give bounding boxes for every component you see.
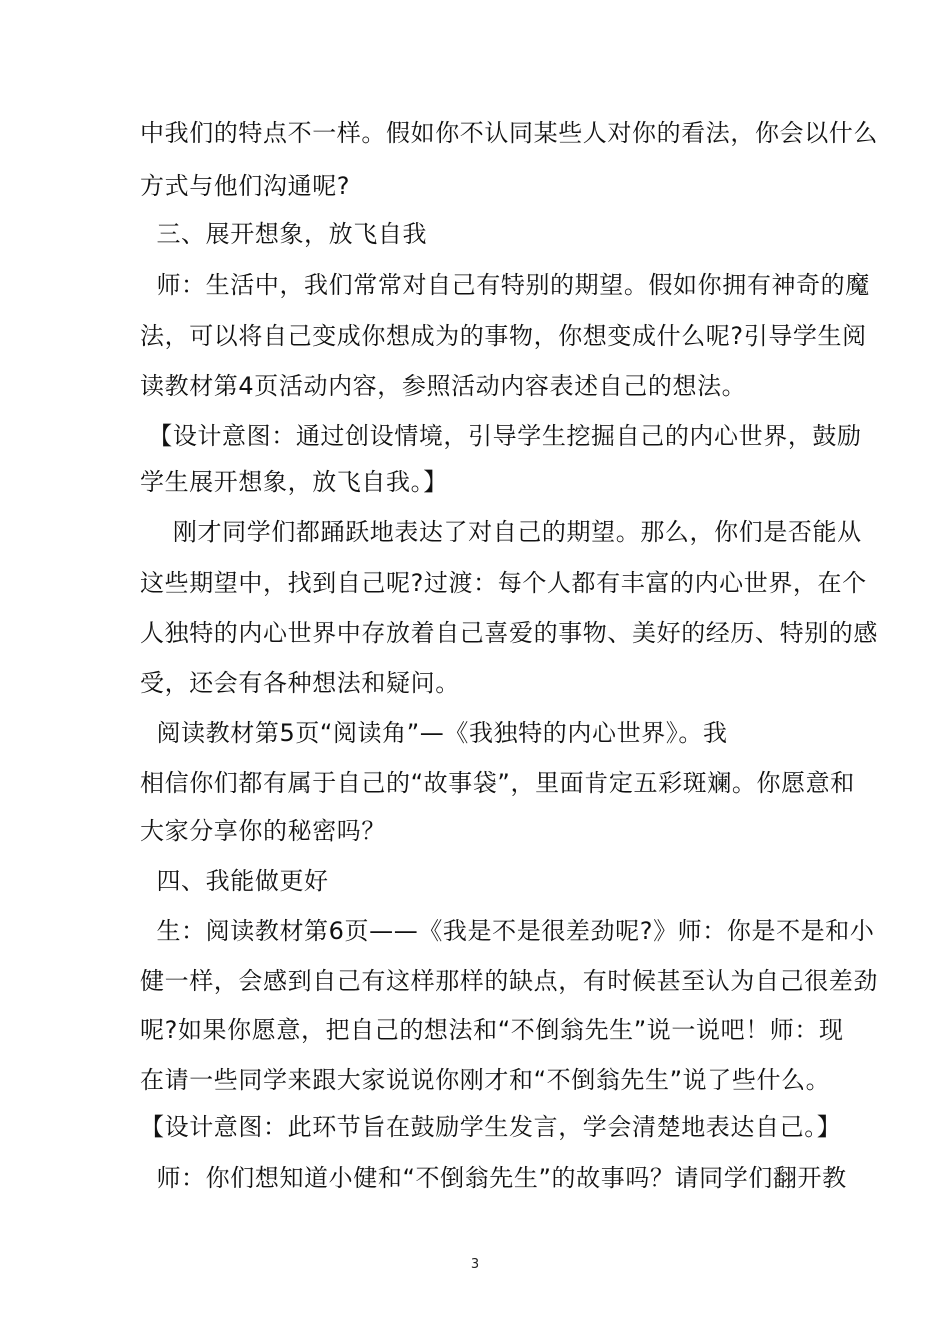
text-line: 师：生活中，我们常常对自己有特别的期望。假如你拥有神奇的魔 (140, 271, 870, 299)
text-line: 读教材第4页活动内容，参照活动内容表述自己的想法。 (140, 372, 747, 400)
text-line: 阅读教材第5页“阅读角”—《我独特的内心世界》。我 (140, 719, 728, 747)
text-line: 方式与他们沟通呢? (140, 172, 351, 200)
text-line: 呢?如果你愿意，把自己的想法和“不倒翁先生”说一说吧！师：现 (140, 1016, 844, 1044)
text-line: 人独特的内心世界中存放着自己喜爱的事物、美好的经历、特别的感 (140, 619, 878, 647)
text-line: 大家分享你的秘密吗？ (140, 817, 386, 845)
page-number: 3 (470, 1257, 480, 1272)
text-line: 相信你们都有属于自己的“故事袋”，里面肯定五彩斑斓。你愿意和 (140, 769, 855, 797)
section-heading: 三、展开想象，放飞自我 (140, 220, 428, 248)
text-line: 受，还会有各种想法和疑问。 (140, 669, 460, 697)
text-line: 师：你们想知道小健和“不倒翁先生”的故事吗？请同学们翻开教 (140, 1164, 847, 1192)
design-intent-line: 【设计意图：通过创设情境，引导学生挖掘自己的内心世界，鼓励 (140, 422, 862, 450)
design-intent-line: 学生展开想象，放飞自我。】 (140, 468, 448, 496)
text-line: 在请一些同学来跟大家说说你刚才和“不倒翁先生”说了些什么。 (140, 1066, 831, 1094)
design-intent-line: 【设计意图：此环节旨在鼓励学生发言，学会清楚地表达自己。】 (140, 1113, 842, 1141)
text-line: 法，可以将自己变成你想成为的事物，你想变成什么呢?引导学生阅 (140, 322, 867, 350)
section-heading: 四、我能做更好 (140, 867, 329, 895)
text-line: 健一样，会感到自己有这样那样的缺点，有时候甚至认为自己很差劲 (140, 967, 878, 995)
text-line: 刚才同学们都踊跃地表达了对自己的期望。那么，你们是否能从 (140, 518, 862, 546)
text-line: 生：阅读教材第6页——《我是不是很差劲呢?》师：你是不是和小 (140, 917, 875, 945)
text-line: 这些期望中，找到自己呢?过渡：每个人都有丰富的内心世界，在个 (140, 569, 867, 597)
text-line: 中我们的特点不一样。假如你不认同某些人对你的看法，你会以什么 (140, 119, 878, 147)
